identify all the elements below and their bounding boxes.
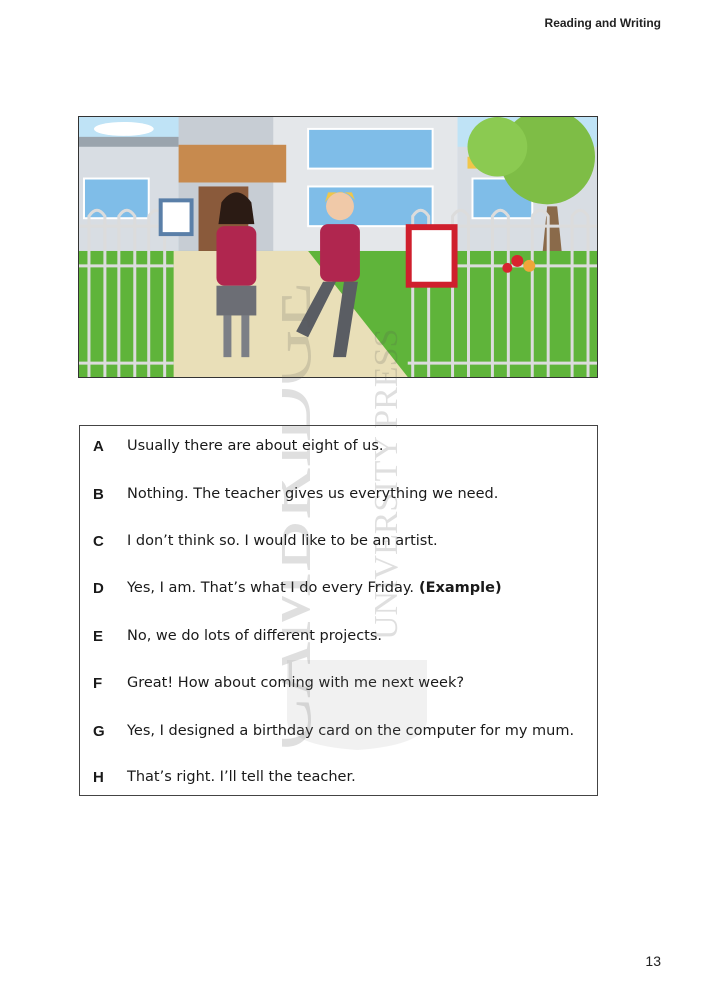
- option-text-example: [127, 580, 502, 596]
- option-row-d: [80, 576, 597, 600]
- option-text: No, we do lots of different projects.: [127, 628, 383, 644]
- option-text: I don’t think so. I would like to be an artist.: [127, 533, 438, 549]
- option-text: Usually there are about eight of us.: [127, 438, 384, 454]
- option-row-b: [80, 482, 597, 506]
- option-row-a: [80, 434, 597, 458]
- example-label: (Example): [419, 580, 502, 596]
- watermark-text-1: CAMBRIDGE: [282, 281, 327, 750]
- section-title: Reading and Writing: [544, 16, 661, 30]
- school-scene-image: [79, 117, 597, 377]
- option-row-h: [80, 765, 597, 789]
- option-text: That’s right. I’ll tell the teacher.: [127, 769, 356, 785]
- option-letter: F: [93, 674, 103, 692]
- option-letter: D: [93, 579, 104, 597]
- page-number: 13: [645, 953, 661, 969]
- answer-options-box: [79, 425, 598, 796]
- option-letter: C: [93, 532, 104, 550]
- option-row-e: [80, 624, 597, 648]
- option-text: Great! How about coming with me next week?: [127, 675, 465, 691]
- watermark-text-2: UNIVERSITY PRESS: [368, 328, 405, 640]
- option-letter: E: [93, 627, 104, 645]
- option-row-c: [80, 529, 597, 553]
- option-letter: G: [93, 722, 105, 740]
- option-letter: A: [93, 437, 104, 455]
- option-row-g: [80, 719, 597, 743]
- option-letter: H: [93, 768, 104, 786]
- option-letter: B: [93, 485, 104, 503]
- option-row-f: [80, 671, 597, 695]
- option-text: Nothing. The teacher gives us everything we need.: [127, 486, 499, 502]
- option-text: Yes, I am. That’s what I do every Friday.: [127, 580, 414, 596]
- option-text: Yes, I designed a birthday card on the computer for my mum.: [127, 723, 575, 739]
- school-scene-illustration: [78, 116, 598, 378]
